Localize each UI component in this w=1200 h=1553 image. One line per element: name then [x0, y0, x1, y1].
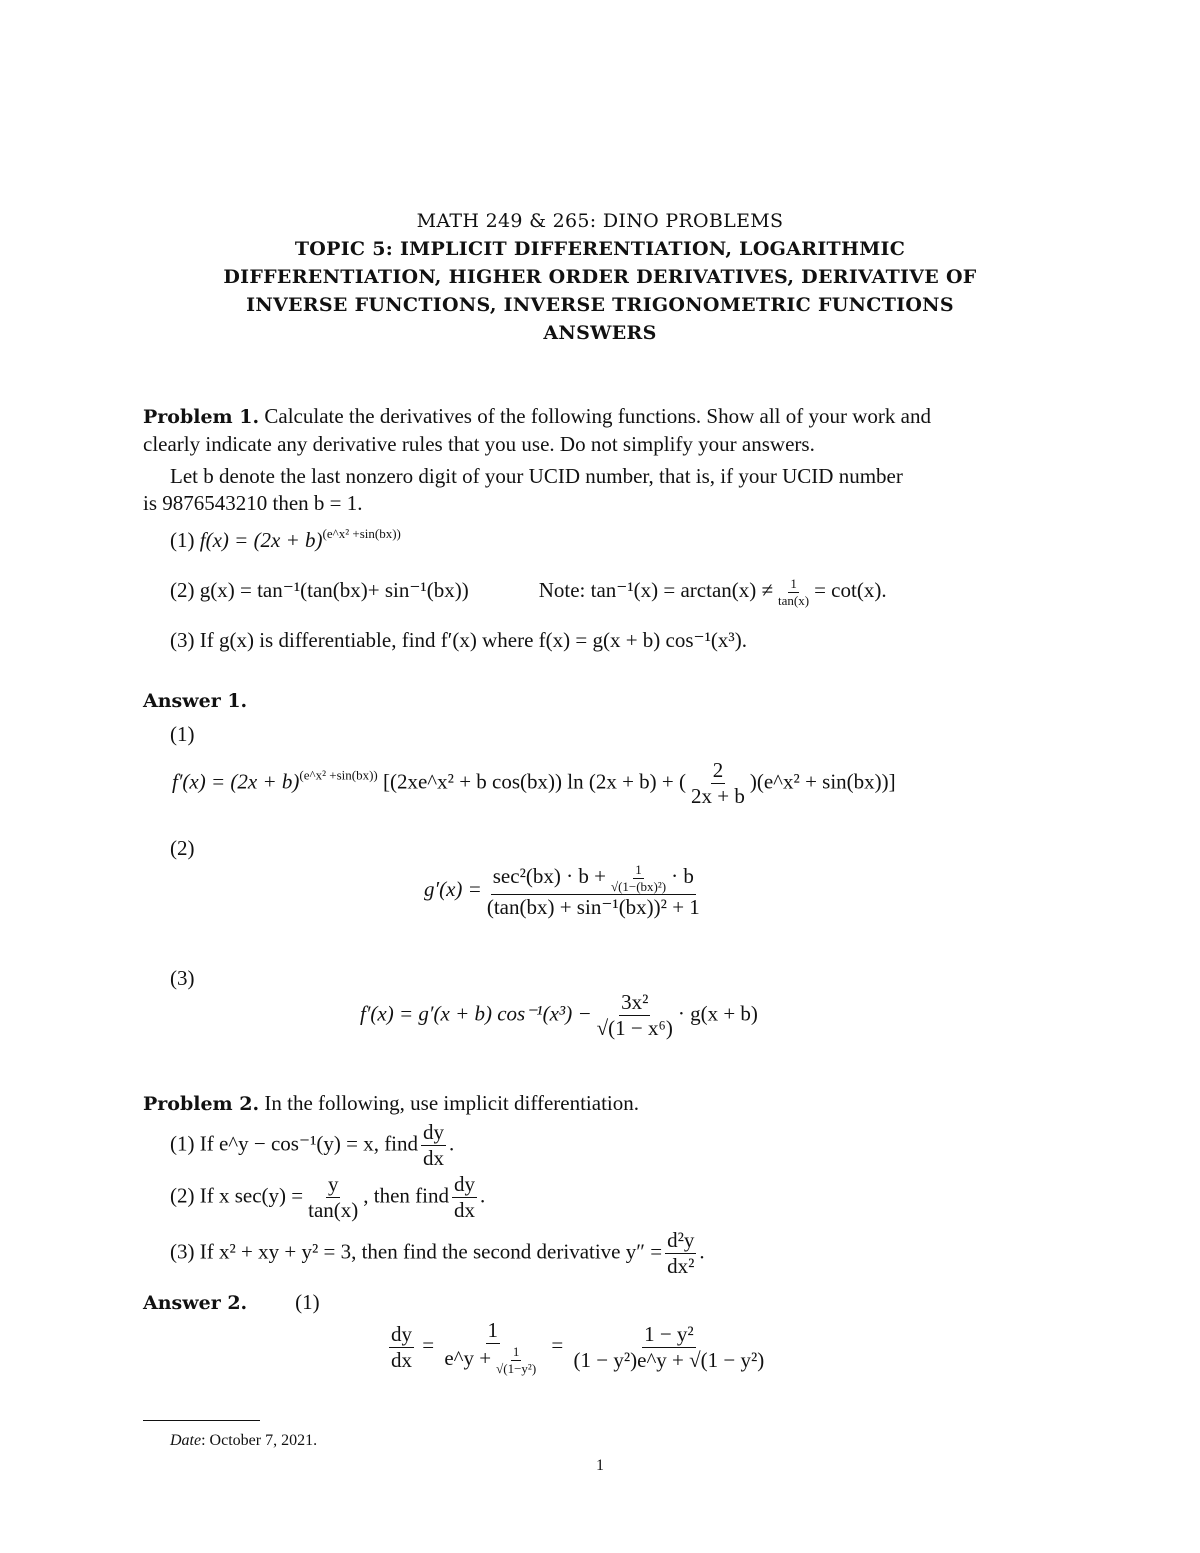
frac-den: dx²	[667, 1254, 695, 1279]
item-number: (3)	[170, 628, 195, 652]
answer-2-num-1: (1)	[295, 1290, 320, 1314]
item-number: (2)	[170, 577, 195, 602]
footnote-text: : October 7, 2021.	[201, 1432, 318, 1449]
let-b-line-2: is 9876543210 then b = 1.	[143, 491, 363, 515]
note: Note: tan⁻¹(x) = arctan(x) ≠	[538, 577, 774, 602]
answer-2-line	[143, 1290, 320, 1315]
problem-1-line-2: clearly indicate any derivative rules that you use. Do not simplify your answers.	[143, 432, 815, 456]
g-num-b: · b	[671, 863, 694, 888]
title-line-3: DIFFERENTIATION, HIGHER ORDER DERIVATIVES, DERIVATIVE OF	[223, 266, 977, 288]
frac-num: 3x²	[619, 990, 650, 1016]
g-den: (tan(bx) + sin⁻¹(bx))² + 1	[486, 895, 700, 920]
note-tail: = cot(x).	[814, 577, 887, 602]
problem-2-intro: In the following, use implicit differentiation.	[264, 1091, 639, 1115]
frac-num: dy	[389, 1322, 414, 1348]
item-number: (1)	[170, 528, 195, 552]
f3-lhs: f′(x) = g′(x + b) cos⁻¹(x³) −	[360, 1001, 592, 1026]
f1-bracket: [(2xe^x² + b cos(bx)) ln (2x + b) + (	[382, 769, 687, 794]
frac-den: (1 − y²)e^y + √(1 − y²)	[573, 1347, 765, 1372]
problem-1-item-3	[170, 628, 747, 653]
problem-2-line	[143, 1091, 639, 1116]
frac-num: 1	[512, 1344, 520, 1360]
item-text: (1) If e^y − cos⁻¹(y) = x, find	[170, 1131, 419, 1156]
answer-1-num-2: (2)	[170, 836, 195, 860]
answer-1-num-3: (3)	[170, 966, 195, 990]
frac-den: tan(x)	[308, 1198, 359, 1223]
frac-den: tan(x)	[778, 592, 810, 608]
frac-num: 1 − y²	[642, 1322, 696, 1348]
frac-den: 2x + b	[691, 784, 745, 809]
frac-num: dy	[452, 1172, 477, 1198]
let-b-line-1: Let b denote the last nonzero digit of your UCID number, that is, if your UCID number	[170, 464, 903, 488]
page-number: 1	[596, 1457, 604, 1474]
item-text: (3) If x² + xy + y² = 3, then find the second derivative y″ =	[170, 1239, 663, 1264]
frac-num: d²y	[665, 1228, 696, 1254]
frac-den: dx	[423, 1146, 445, 1171]
footnote-label: Date	[170, 1432, 202, 1449]
frac-num: 1	[486, 1318, 501, 1344]
frac-num: 2	[711, 758, 726, 784]
title-line-1: MATH 249 & 265: DINO PROBLEMS	[416, 210, 784, 232]
frac-den: √(1−(bx)²)	[610, 878, 667, 894]
frac-den: dx	[454, 1198, 476, 1223]
problem-1-line-1	[143, 404, 931, 429]
item-text: (2) If x sec(y) =	[170, 1183, 304, 1208]
frac-den: dx	[391, 1347, 412, 1372]
answer-2-label: Answer 2.	[143, 1292, 248, 1314]
frac-num: dy	[421, 1120, 446, 1146]
title-line-2: TOPIC 5: IMPLICIT DIFFERENTIATION, LOGARITHMIC	[294, 238, 906, 260]
frac-den: e^y +	[444, 1346, 492, 1371]
f3-tail: · g(x + b)	[677, 1001, 758, 1026]
f1-tail: )(e^x² + sin(bx))]	[749, 769, 896, 794]
frac-num: 1	[790, 576, 797, 591]
answer-1-formula-2	[424, 862, 705, 920]
item-text-b: , then find	[363, 1183, 450, 1208]
footnote	[170, 1432, 317, 1450]
g-num-a: sec²(bx) · b +	[492, 863, 606, 888]
problem-2-item-1: (1) If e^y − cos⁻¹(y) = x, find $\frac{dy}{dx}$ .	[170, 1120, 455, 1171]
f1-lhs: f′(x) = (2x + b)	[172, 769, 300, 794]
answer-1-num-1: (1)	[170, 722, 195, 746]
formula: g(x) = tan⁻¹(tan(bx)+ sin⁻¹(bx))	[199, 577, 469, 602]
answer-1-formula-1	[172, 758, 896, 809]
frac-den: √(1−y²)	[496, 1360, 537, 1376]
answer-1-label: Answer 1.	[143, 690, 248, 712]
g-lhs: g′(x) =	[424, 877, 482, 901]
problem-2-item-3: (3) If x² + xy + y² = 3, then find the second derivative y″ = $\frac{\text{d²y}}{\text{dx²}}$ .	[170, 1228, 705, 1279]
problem-2-item-2: (2) If x sec(y) = $\frac{y}{\tan(x)}$ , then find $\frac{dy}{dx}$ .	[170, 1172, 486, 1223]
answer-2-formula-1: $\frac{dy}{dx}$ = 1 e^y + $\frac{1}{\text{√(1−y²)}}$ = $\frac{\text{1 − y²}}{\text{(1 − y²)e\textasciicircum{}y + √(1 − y²)}}$	[391, 1318, 765, 1376]
frac-num: y	[326, 1172, 341, 1198]
answer-1-formula-3	[360, 990, 758, 1041]
problem-1-item-1	[170, 528, 401, 553]
formula: f(x) = (2x + b)	[199, 528, 323, 552]
item-text: If g(x) is differentiable, find f′(x) where f(x) = g(x + b) cos⁻¹(x³).	[199, 628, 747, 652]
footnote-rule	[143, 1420, 260, 1421]
frac-num: 1	[635, 862, 642, 877]
title-line-4: INVERSE FUNCTIONS, INVERSE TRIGONOMETRIC FUNCTIONS	[246, 294, 954, 316]
frac-den: √(1 − x⁶)	[596, 1016, 673, 1041]
exponent: (e^x² +sin(bx))	[322, 526, 401, 541]
f1-exp: (e^x² +sin(bx))	[299, 767, 378, 783]
problem-1-text: Calculate the derivatives of the following functions. Show all of your work and	[264, 404, 931, 428]
title-line-5: ANSWERS	[543, 322, 657, 344]
problem-1-label: Problem 1.	[143, 406, 260, 428]
problem-2-label: Problem 2.	[143, 1093, 260, 1115]
problem-1-item-2	[170, 576, 887, 608]
